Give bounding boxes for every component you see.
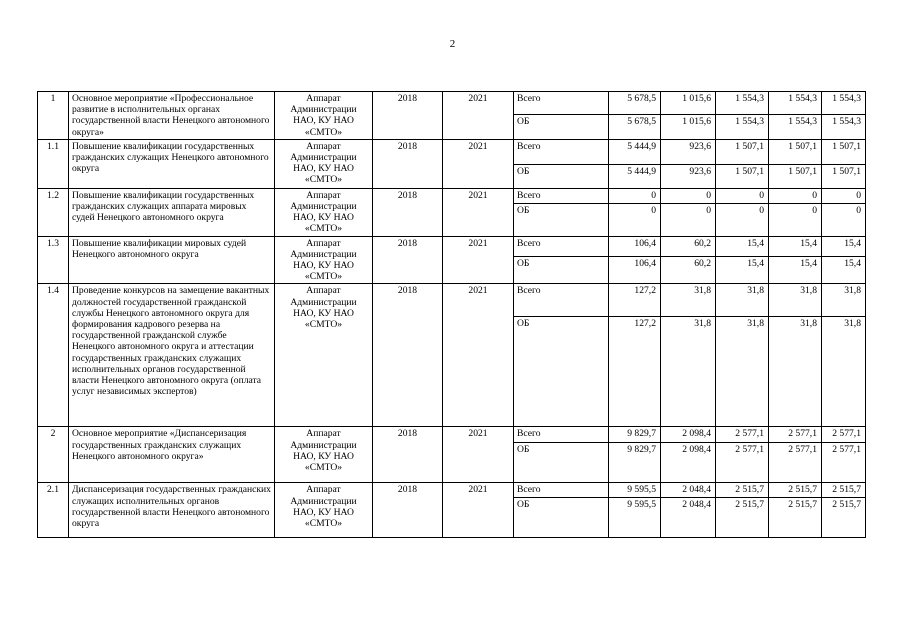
start-year: 2018: [373, 188, 443, 236]
amount-cell: 0: [716, 204, 769, 236]
executor: Аппарат Администрации НАО, КУ НАО «СМТО»: [275, 188, 373, 236]
start-year: 2018: [373, 92, 443, 140]
table-row: [38, 139, 866, 164]
amount-cell: 31,8: [716, 284, 769, 317]
measure-name: Диспансеризация государственных гражданских служащих исполнительных органов государственной власти Ненецкого автономного округа: [69, 483, 275, 537]
amount-cell: 127,2: [609, 317, 661, 427]
start-year: 2018: [373, 483, 443, 537]
funding-source: Всего: [514, 483, 609, 497]
end-year: 2021: [443, 483, 514, 537]
amount-cell: 2 577,1: [769, 443, 822, 483]
amount-cell: 0: [716, 188, 769, 204]
amount-cell: 9 829,7: [609, 443, 661, 483]
funding-source: ОБ: [514, 164, 609, 188]
row-number: 1: [38, 92, 69, 140]
end-year: 2021: [443, 236, 514, 284]
start-year: 2018: [373, 139, 443, 188]
amount-cell: 5 444,9: [609, 164, 661, 188]
table-row: [38, 284, 866, 317]
amount-cell: 31,8: [822, 317, 866, 427]
amount-cell: 1 507,1: [822, 139, 866, 164]
amount-cell: 9 595,5: [609, 497, 661, 537]
measure-name: Повышение квалификации государственных гражданских служащих Ненецкого автономного округа: [69, 139, 275, 188]
amount-cell: 2 515,7: [769, 497, 822, 537]
table-row: [38, 427, 866, 443]
table-row: [38, 483, 866, 497]
table-row: [38, 236, 866, 257]
funding-source: ОБ: [514, 115, 609, 139]
amount-cell: 31,8: [661, 317, 716, 427]
start-year: 2018: [373, 427, 443, 483]
amount-cell: 15,4: [769, 257, 822, 284]
measure-name: Проведение конкурсов на замещение вакантных должностей государственной гражданской службы Ненецкого автономного округа для формирования кадрового резерва на государственной гражданской службе Ненецкого автономного округа и аттестации государственных гражданских служащих исполнительных органов государственной власти Ненецкого автономного округа (оплата услуг независимых экспертов): [69, 284, 275, 427]
executor: Аппарат Администрации НАО, КУ НАО «СМТО»: [275, 427, 373, 483]
amount-cell: 0: [609, 204, 661, 236]
end-year: 2021: [443, 427, 514, 483]
amount-cell: 106,4: [609, 257, 661, 284]
amount-cell: 1 015,6: [661, 92, 716, 115]
measure-name: Основное мероприятие «Диспансеризация государственных гражданских служащих Ненецкого автономного округа»: [69, 427, 275, 483]
amount-cell: 2 048,4: [661, 497, 716, 537]
executor: Аппарат Администрации НАО, КУ НАО «СМТО»: [275, 92, 373, 140]
table-body: [38, 92, 866, 538]
executor: Аппарат Администрации НАО, КУ НАО «СМТО»: [275, 236, 373, 284]
amount-cell: 2 577,1: [716, 427, 769, 443]
amount-cell: 9 829,7: [609, 427, 661, 443]
amount-cell: 31,8: [716, 317, 769, 427]
measure-name: Основное мероприятие «Профессиональное развитие в исполнительных органах государственной власти Ненецкого автономного округа»: [69, 92, 275, 140]
amount-cell: 5 678,5: [609, 92, 661, 115]
amount-cell: 923,6: [661, 164, 716, 188]
amount-cell: 2 098,4: [661, 427, 716, 443]
funding-source: ОБ: [514, 497, 609, 537]
row-number: 1.3: [38, 236, 69, 284]
amount-cell: 31,8: [661, 284, 716, 317]
amount-cell: 1 507,1: [822, 164, 866, 188]
amount-cell: 0: [609, 188, 661, 204]
amount-cell: 9 595,5: [609, 483, 661, 497]
amount-cell: 15,4: [822, 257, 866, 284]
amount-cell: 2 515,7: [822, 483, 866, 497]
amount-cell: 1 507,1: [716, 164, 769, 188]
amount-cell: 2 577,1: [716, 443, 769, 483]
executor: Аппарат Администрации НАО, КУ НАО «СМТО»: [275, 139, 373, 188]
executor: Аппарат Администрации НАО, КУ НАО «СМТО»: [275, 483, 373, 537]
amount-cell: 0: [661, 204, 716, 236]
amount-cell: 2 577,1: [822, 443, 866, 483]
amount-cell: 1 554,3: [716, 115, 769, 139]
amount-cell: 31,8: [822, 284, 866, 317]
amount-cell: 1 507,1: [716, 139, 769, 164]
amount-cell: 2 515,7: [822, 497, 866, 537]
amount-cell: 1 554,3: [716, 92, 769, 115]
amount-cell: 15,4: [769, 236, 822, 257]
amount-cell: 60,2: [661, 257, 716, 284]
amount-cell: 923,6: [661, 139, 716, 164]
amount-cell: 127,2: [609, 284, 661, 317]
amount-cell: 2 515,7: [716, 483, 769, 497]
program-table: [37, 91, 866, 538]
start-year: 2018: [373, 236, 443, 284]
amount-cell: 2 515,7: [716, 497, 769, 537]
row-number: 1.4: [38, 284, 69, 427]
start-year: 2018: [373, 284, 443, 427]
amount-cell: 0: [822, 188, 866, 204]
measure-name: Повышение квалификации государственных гражданских служащих аппарата мировых судей Ненецкого автономного округа: [69, 188, 275, 236]
amount-cell: 0: [769, 188, 822, 204]
amount-cell: 0: [822, 204, 866, 236]
amount-cell: 1 507,1: [769, 139, 822, 164]
row-number: 1.2: [38, 188, 69, 236]
amount-cell: 0: [769, 204, 822, 236]
funding-source: ОБ: [514, 204, 609, 236]
row-number: 2: [38, 427, 69, 483]
amount-cell: 31,8: [769, 317, 822, 427]
amount-cell: 106,4: [609, 236, 661, 257]
end-year: 2021: [443, 139, 514, 188]
amount-cell: 0: [661, 188, 716, 204]
funding-source: Всего: [514, 236, 609, 257]
amount-cell: 1 554,3: [822, 115, 866, 139]
measure-name: Повышение квалификации мировых судей Ненецкого автономного округа: [69, 236, 275, 284]
amount-cell: 1 554,3: [822, 92, 866, 115]
amount-cell: 5 678,5: [609, 115, 661, 139]
amount-cell: 2 577,1: [822, 427, 866, 443]
amount-cell: 1 554,3: [769, 115, 822, 139]
funding-source: Всего: [514, 427, 609, 443]
page-number: 2: [449, 38, 456, 50]
amount-cell: 5 444,9: [609, 139, 661, 164]
funding-source: ОБ: [514, 257, 609, 284]
table-row: [38, 92, 866, 115]
amount-cell: 1 507,1: [769, 164, 822, 188]
executor: Аппарат Администрации НАО, КУ НАО «СМТО»: [275, 284, 373, 427]
table-row: [38, 188, 866, 204]
amount-cell: 2 515,7: [769, 483, 822, 497]
funding-source: Всего: [514, 92, 609, 115]
end-year: 2021: [443, 188, 514, 236]
funding-source: Всего: [514, 284, 609, 317]
amount-cell: 15,4: [822, 236, 866, 257]
amount-cell: 2 098,4: [661, 443, 716, 483]
amount-cell: 1 554,3: [769, 92, 822, 115]
amount-cell: 60,2: [661, 236, 716, 257]
row-number: 1.1: [38, 139, 69, 188]
amount-cell: 2 048,4: [661, 483, 716, 497]
amount-cell: 15,4: [716, 257, 769, 284]
amount-cell: 31,8: [769, 284, 822, 317]
funding-source: Всего: [514, 188, 609, 204]
row-number: 2.1: [38, 483, 69, 537]
amount-cell: 2 577,1: [769, 427, 822, 443]
end-year: 2021: [443, 284, 514, 427]
funding-source: ОБ: [514, 317, 609, 427]
funding-source: Всего: [514, 139, 609, 164]
amount-cell: 15,4: [716, 236, 769, 257]
amount-cell: 1 015,6: [661, 115, 716, 139]
end-year: 2021: [443, 92, 514, 140]
funding-source: ОБ: [514, 443, 609, 483]
